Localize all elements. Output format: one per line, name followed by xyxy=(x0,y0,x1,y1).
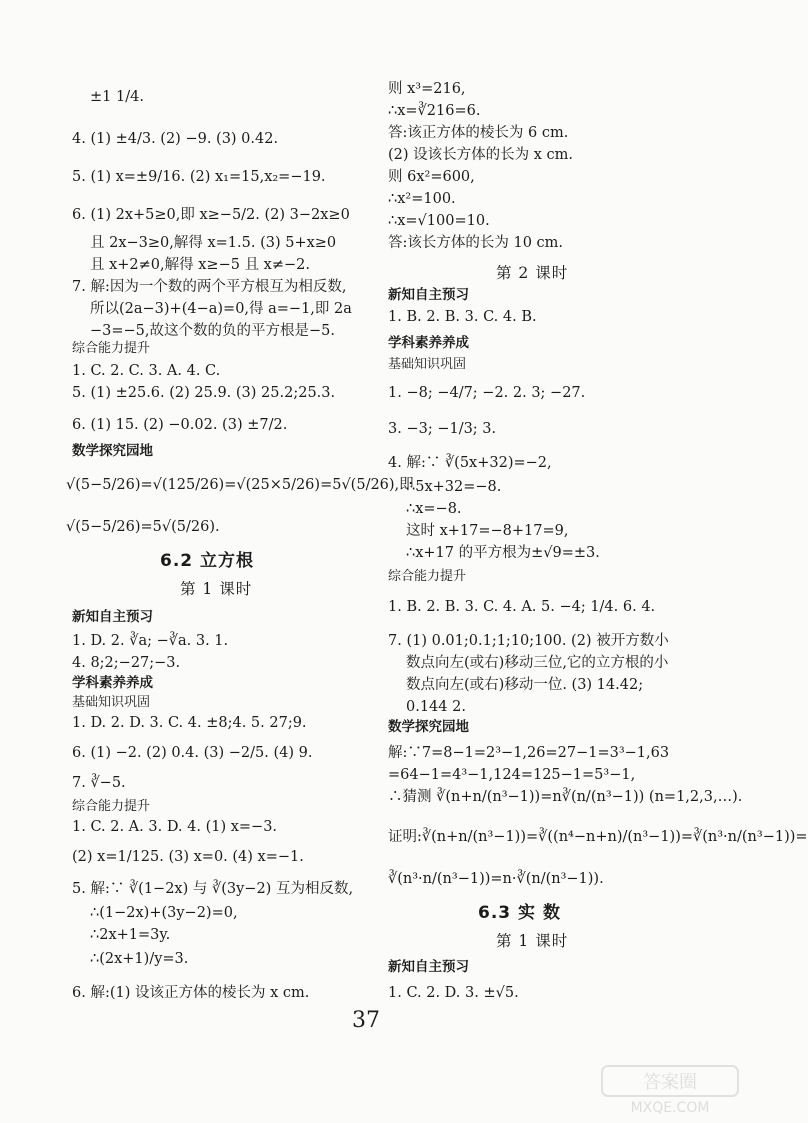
section-label: 基础知识巩固 xyxy=(388,357,467,372)
answer-line: ∴x+17 的平方根为±√9=±3. xyxy=(406,545,600,561)
answer-line: 1. −8; −4/7; −2. 2. 3; −27. xyxy=(388,385,586,401)
answer-line: 1. C. 2. A. 3. D. 4. (1) x=−3. xyxy=(72,819,278,835)
answer-line: 7. ∛−5. xyxy=(72,775,126,791)
page-number: 37 xyxy=(352,1008,380,1033)
answer-line: 且 2x−3≥0,解得 x=1.5. (3) 5+x≥0 xyxy=(90,235,337,251)
section-heading: 第 2 课时 xyxy=(496,264,569,282)
answer-line: 5. (1) ±25.6. (2) 25.9. (3) 25.2;25.3. xyxy=(72,385,336,401)
answer-line: 数点向左(或右)移动一位. (3) 14.42; xyxy=(406,677,644,693)
section-label: 综合能力提升 xyxy=(72,341,151,356)
answer-line: 5. (1) x=±9/16. (2) x₁=15,x₂=−19. xyxy=(72,169,326,185)
answer-line: 7. 解:因为一个数的两个平方根互为相反数, xyxy=(72,279,347,295)
answer-line: ∴x=−8. xyxy=(406,501,462,517)
answer-line: 6. (1) 2x+5≥0,即 x≥−5/2. (2) 3−2x≥0 xyxy=(72,207,350,223)
answer-line: 则 x³=216, xyxy=(388,81,466,97)
answer-line: 这时 x+17=−8+17=9, xyxy=(406,523,569,539)
answer-line: √(5−5/26)=√(125/26)=√(25×5/26)=5√(5/26),即 xyxy=(66,477,414,493)
section-label: 新知自主预习 xyxy=(388,959,469,975)
watermark-logo xyxy=(600,1062,740,1117)
answer-line: 证明:∛(n+n/(n³−1))=∛((n⁴−n+n)/(n³−1))=∛(n³·n/(n³−1))= xyxy=(388,829,808,845)
section-label: 新知自主预习 xyxy=(388,287,469,303)
answer-line: (2) 设该长方体的长为 x cm. xyxy=(388,147,574,163)
section-label: 综合能力提升 xyxy=(72,799,151,814)
section-heading: 第 1 课时 xyxy=(180,580,253,598)
answer-line: (2) x=1/125. (3) x=0. (4) x=−1. xyxy=(72,849,304,865)
section-label: 数学探究园地 xyxy=(388,719,469,735)
answer-line: 1. B. 2. B. 3. C. 4. A. 5. −4; 1/4. 6. 4. xyxy=(388,599,656,615)
answer-line: ±1 1/4. xyxy=(90,89,144,105)
answer-line: 1. C. 2. D. 3. ±√5. xyxy=(388,985,519,1001)
answer-line: 数点向左(或右)移动三位,它的立方根的小 xyxy=(406,655,669,671)
answer-line: ∴x²=100. xyxy=(388,191,456,207)
section-label: 学科素养养成 xyxy=(388,335,469,351)
answer-line: 1. B. 2. B. 3. C. 4. B. xyxy=(388,309,537,325)
section-label: 综合能力提升 xyxy=(388,569,467,584)
svg-text:MXQE.COM: MXQE.COM xyxy=(630,1100,710,1116)
answer-line: ∴2x+1=3y. xyxy=(90,927,171,943)
answer-line: ∴5x+32=−8. xyxy=(406,479,502,495)
answer-line: ∴猜测 ∛(n+n/(n³−1))=n∛(n/(n³−1)) (n=1,2,3,…). xyxy=(388,789,743,805)
section-label: 学科素养养成 xyxy=(72,675,153,691)
answer-line: ∴x=∛216=6. xyxy=(388,103,481,119)
section-label: 新知自主预习 xyxy=(72,609,153,625)
answer-line: −3=−5,故这个数的负的平方根是−5. xyxy=(90,323,335,339)
section-label: 基础知识巩固 xyxy=(72,695,151,710)
answer-line: 6. (1) −2. (2) 0.4. (3) −2/5. (4) 9. xyxy=(72,745,313,761)
answer-line: 6. 解:(1) 设该正方体的棱长为 x cm. xyxy=(72,985,310,1001)
answer-line: =64−1=4³−1,124=125−1=5³−1, xyxy=(388,767,636,783)
answer-line: 7. (1) 0.01;0.1;1;10;100. (2) 被开方数小 xyxy=(388,633,669,649)
answer-line: 答:该正方体的棱长为 6 cm. xyxy=(388,125,569,141)
section-heading: 6.2 立方根 xyxy=(160,551,255,571)
answer-line: 且 x+2≠0,解得 x≥−5 且 x≠−2. xyxy=(90,257,310,273)
answer-line: 3. −3; −1/3; 3. xyxy=(388,421,497,437)
section-heading: 6.3 实 数 xyxy=(478,903,561,923)
answer-line: ∴x=√100=10. xyxy=(388,213,490,229)
answer-line: ∴(2x+1)/y=3. xyxy=(90,951,189,967)
answer-line: 1. C. 2. C. 3. A. 4. C. xyxy=(72,363,221,379)
section-label: 数学探究园地 xyxy=(72,443,153,459)
section-heading: 第 1 课时 xyxy=(496,932,569,950)
answer-line: 6. (1) 15. (2) −0.02. (3) ±7/2. xyxy=(72,417,288,433)
answer-line: 4. 解:∵ ∛(5x+32)=−2, xyxy=(388,455,552,471)
answer-line: ∴(1−2x)+(3y−2)=0, xyxy=(90,905,238,921)
answer-line: 答:该长方体的长为 10 cm. xyxy=(388,235,564,251)
answer-line: 5. 解:∵ ∛(1−2x) 与 ∛(3y−2) 互为相反数, xyxy=(72,881,354,897)
svg-text:答案圈: 答案圈 xyxy=(643,1072,697,1093)
answer-line: 所以(2a−3)+(4−a)=0,得 a=−1,即 2a xyxy=(90,301,352,317)
answer-line: 1. D. 2. D. 3. C. 4. ±8;4. 5. 27;9. xyxy=(72,715,307,731)
answer-line: √(5−5/26)=5√(5/26). xyxy=(66,519,220,535)
answer-line: 4. (1) ±4/3. (2) −9. (3) 0.42. xyxy=(72,131,279,147)
answer-line: 则 6x²=600, xyxy=(388,169,475,185)
answer-line: 0.144 2. xyxy=(406,699,466,715)
answer-line: ∛(n³·n/(n³−1))=n·∛(n/(n³−1)). xyxy=(388,871,604,887)
answer-line: 4. 8;2;−27;−3. xyxy=(72,655,181,671)
answer-line: 解:∵7=8−1=2³−1,26=27−1=3³−1,63 xyxy=(388,745,670,761)
answer-line: 1. D. 2. ∛a; −∛a. 3. 1. xyxy=(72,633,229,649)
